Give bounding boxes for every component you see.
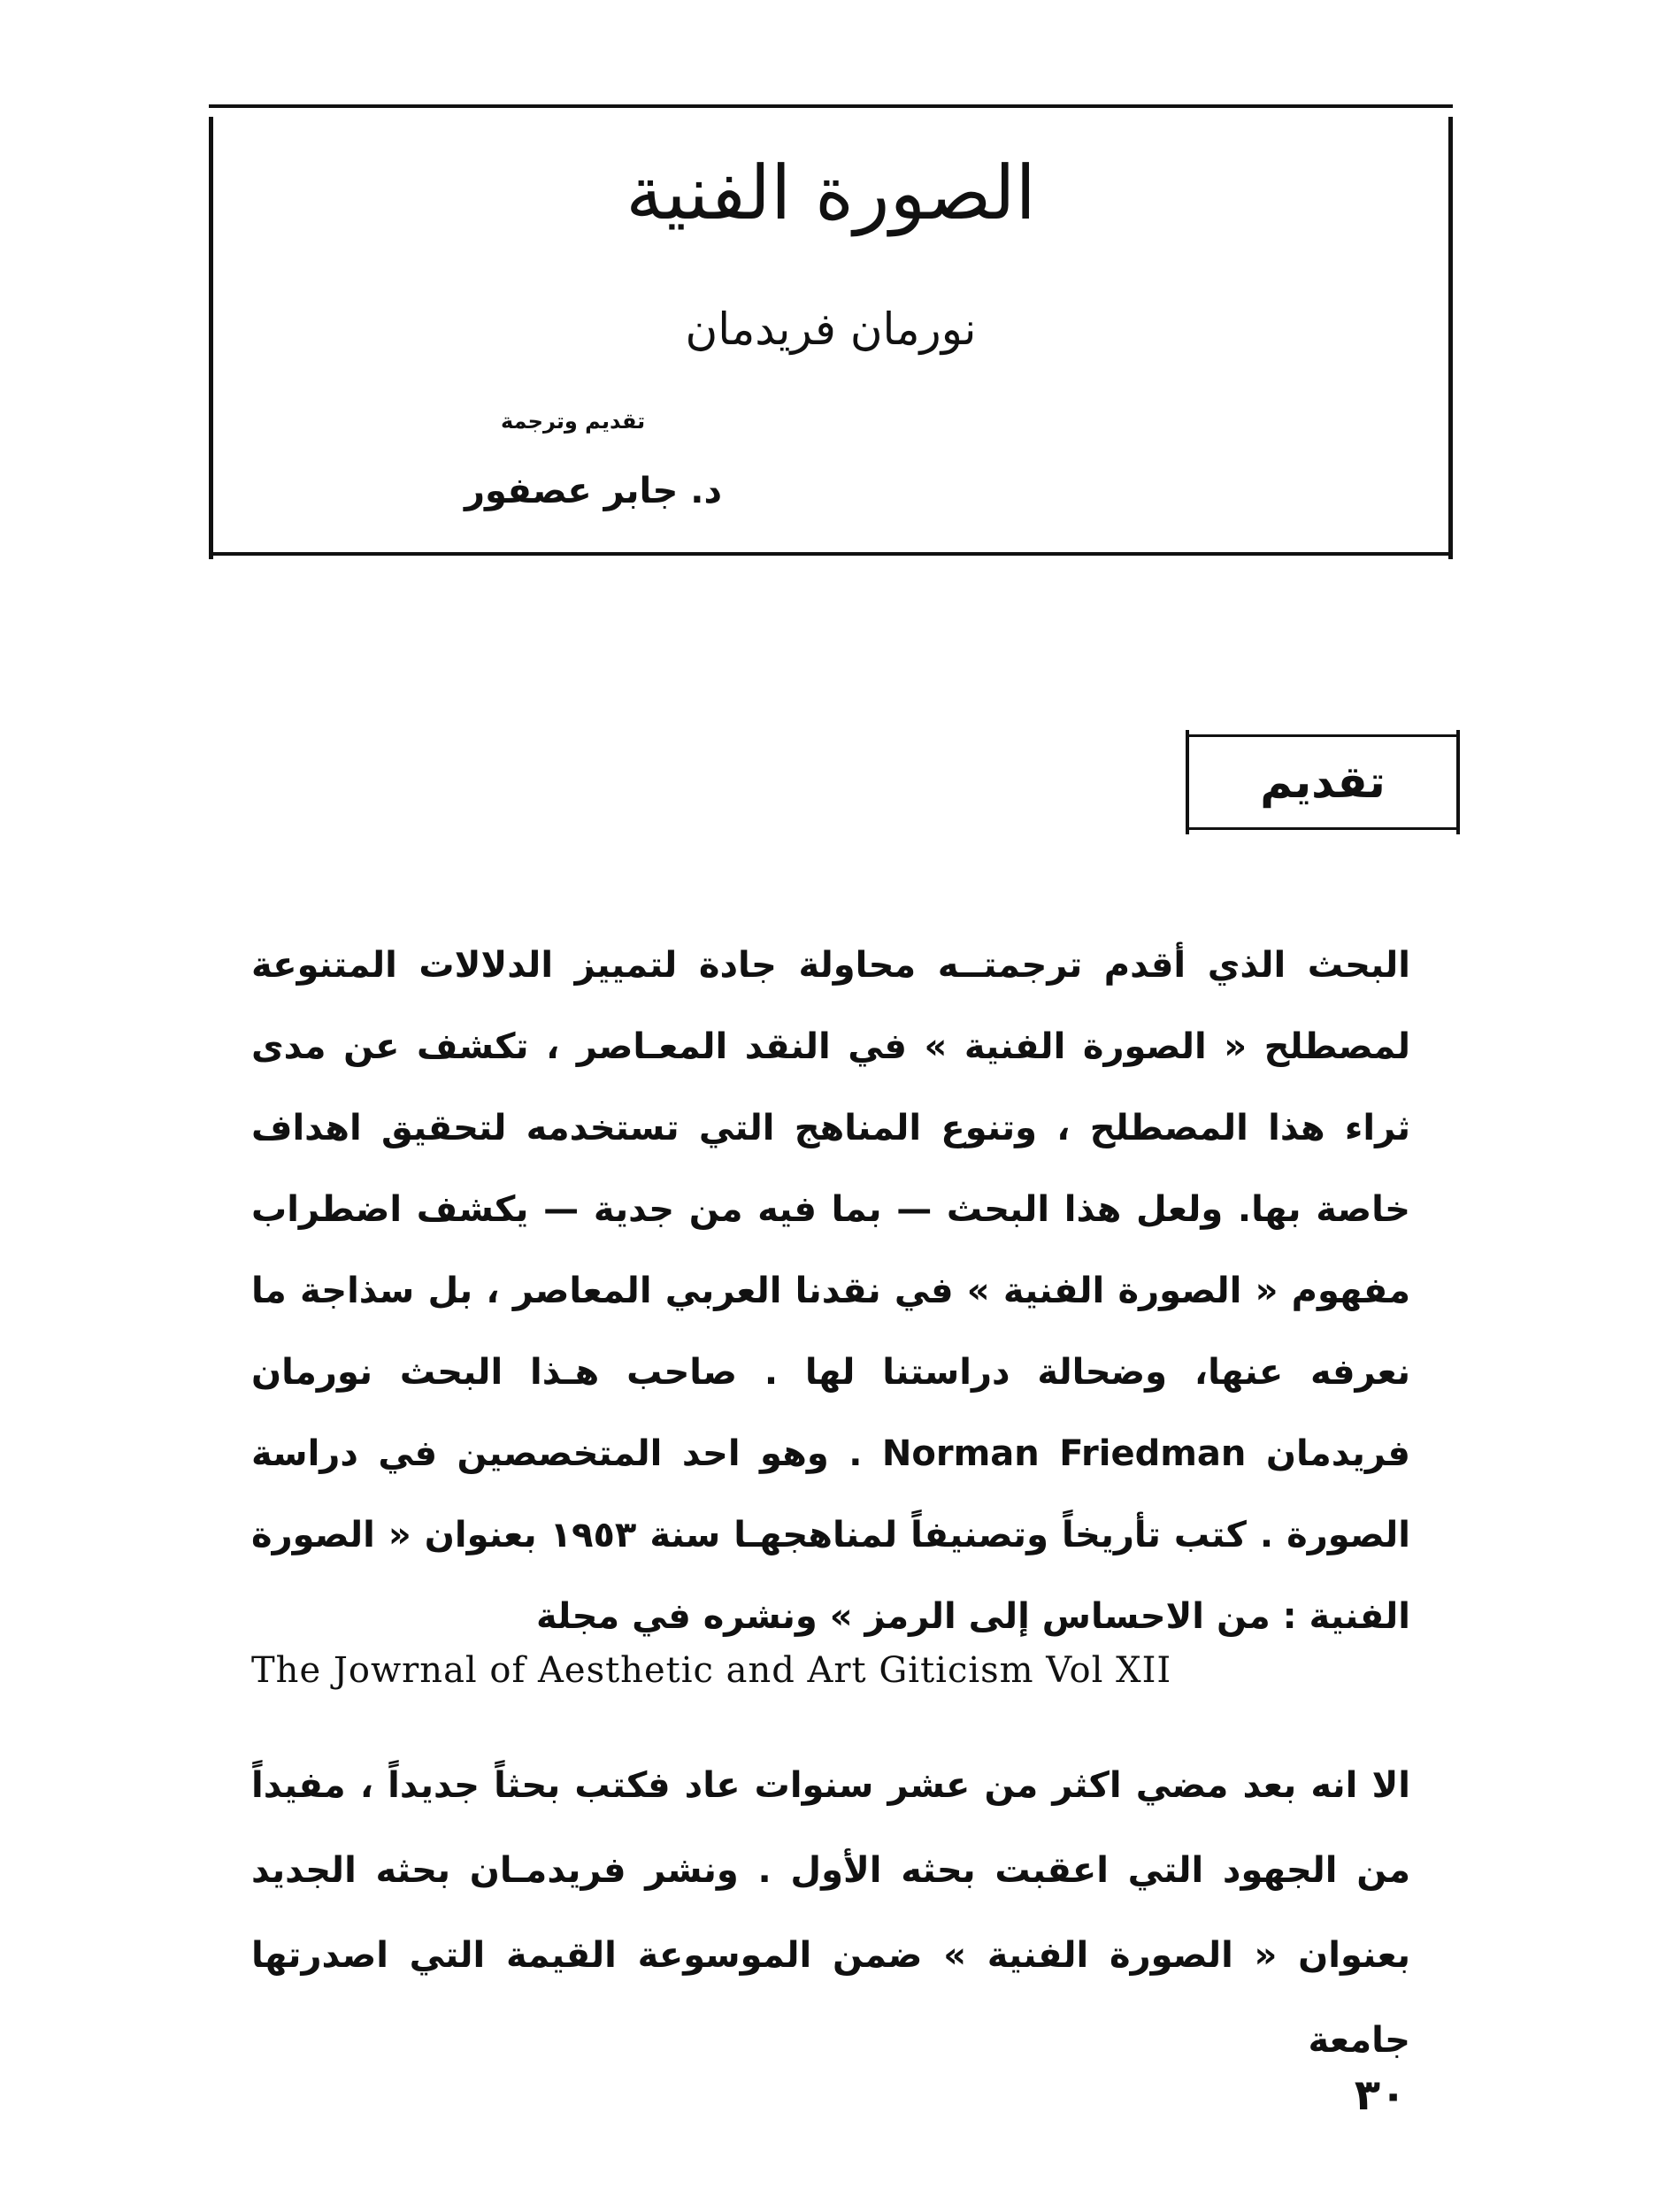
author-name: نورمان فريدمان — [685, 303, 977, 355]
page-number: ٣٠ — [1354, 2070, 1407, 2120]
intro-paragraph-2: الا انه بعد مضي اكثر من عشر سنوات عاد فكتب بحثاً جديداً ، مفيداً من الجهود التي اعقبت بحثه الأول . ونشر فريدمـان بحثه الجديد بعنوان « الصورة الفنية » ضمن الموسوعة القيمة التي اصدرتها جامعة — [251, 1765, 1410, 2061]
title-box — [209, 104, 1453, 556]
journal-title-line: The Jowrnal of Aesthetic and Art Giticism Vol XII — [251, 1650, 1172, 1691]
article-title: الصورة الفنية — [626, 150, 1036, 236]
section-heading-box — [1186, 734, 1460, 830]
translator-name: د. جابر عصفور — [465, 471, 722, 511]
intro-paragraph-1: البحث الذي أقدم ترجمتــه محاولة جادة لتمييز الدلالات المتنوعة لمصطلح « الصورة الفنية » في النقد المعـاصر ، تكشف عن مدى ثراء هذا المصطلح ، وتنوع المناهج التي تستخدمه لتحقيق اهداف خاصة بها. ولعل هذا البحث — بما فيه من جدية — يكشف اضطراب مفهوم « الصورة الفنية » في نقدنا العربي المعاصر ، بل سذاجة ما نعرفه عنها، وضحالة دراستنا لها . صاحب هـذا البحث نورمان فريدمان Norman Friedman . وهو احد المتخصصين في دراسة الصورة . كتب تأريخاً وتصنيفاً لمناهجهـا سنة ١٩٥٣ بعنوان « الصورة الفنية : من الاحساس إلى الرمز » ونشره في مجلة — [251, 945, 1410, 1637]
section-heading: تقديم — [1260, 757, 1386, 808]
translator-role: تقديم وترجمة — [501, 409, 646, 434]
